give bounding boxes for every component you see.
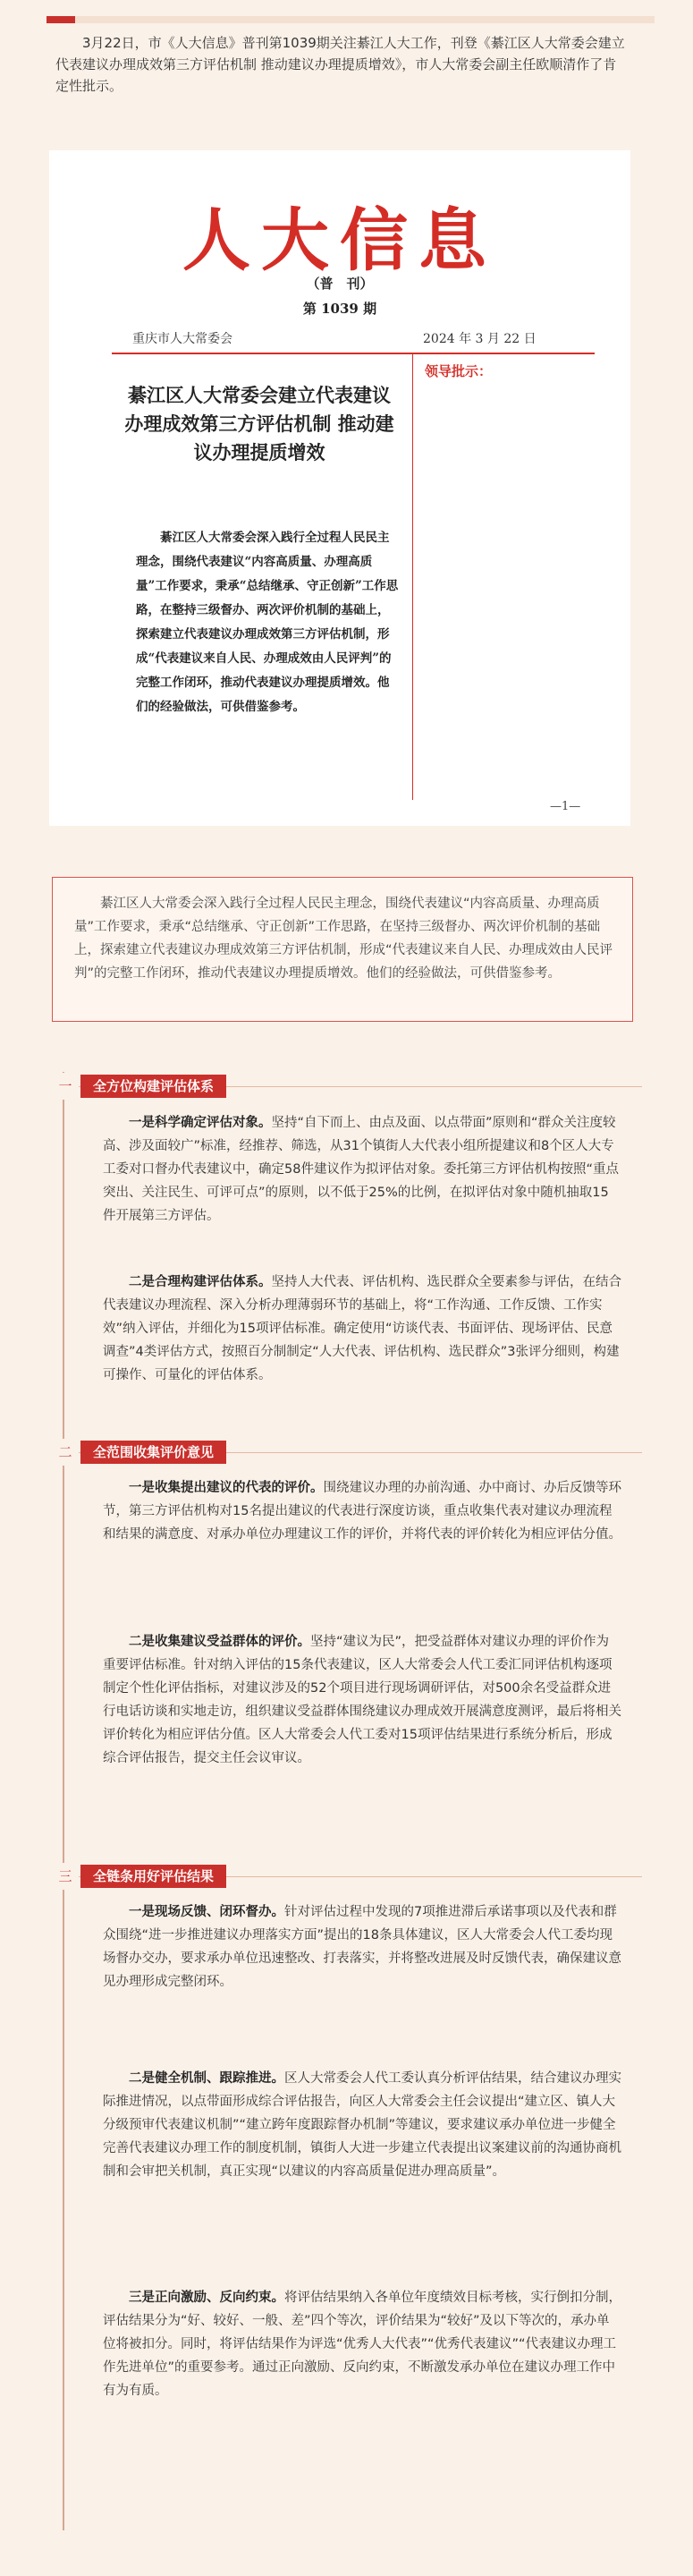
paragraph-lead: 一是收集提出建议的代表的评价。 [129,1481,324,1495]
newsletter-image [49,150,630,826]
newsletter-subtitle: （普 刊） [306,276,374,292]
paragraph-text: 坚持“建议为民”，把受益群体对建议办理的评价作为重要评估标准。针对纳入评估的15条代表建议，区人大常委会人代工委汇同评估机构逐项制定个性化评估指标，对建议涉及的52个项目进行现场调研评估，对500余名受益群众进行电话访谈和实地走访，组织建议受益群体围绕建议办理成效开展满意度测评，最后将相关评价转化为相应评估分值。区人大常委会人代工委对15项评估结果进行系统分析后，形成综合评估报告，提交主任会议审议。 [103,1635,621,1765]
section-number: 一 [52,1073,79,1100]
timeline-line [63,1072,64,2530]
paragraph-lead: 二是合理构建评估体系。 [129,1275,272,1289]
paragraph-text: 坚持“自下而上、由点及面、以点带面”原则和“群众关注度较高、涉及面较广”标准，经推荐、筛选，从31个镇街人大代表小组所提建议和8个区人大专工委对口督办代表建议中，确定58件建议作为拟评估对象。委托第三方评估机构按照“重点突出、关注民生、可评可点”的原则，以不低于25%的比例，在拟评估对象中随机抽取15件开展第三方评估。 [103,1116,619,1223]
newsletter-column-divider [412,353,413,800]
newsletter-article-title: 綦江区人大常委会建立代表建议办理成效第三方评估机制 推动建议办理提质增效 [124,384,394,463]
paragraph-text: 区人大常委会人代工委认真分析评估结果，结合建议办理实际推进情况，以点带面形成综合评估报告，向区人大常委会主任会议提出“建立区、镇人大分级预审代表建议机制”“建立跨年度跟踪督办机制”等建议，要求建议承办单位进一步健全完善代表建议办理工作的制度机制，镇街人大进一步建立代表提出议案建议前的沟通协商机制和会审把关机制，真正实现“以建议的内容高质量促进办理高质量”。 [103,2071,621,2179]
newsletter-page-number: —1— [550,800,581,813]
newsletter-masthead: 人大信息 [182,200,497,280]
section-title: 全范围收集评价意见 [80,1441,226,1464]
section-number: 二 [52,1439,79,1466]
paragraph-lead: 三是正向激励、反向约束。 [129,2291,284,2305]
paragraph-text: 围绕建议办理的办前沟通、办中商讨、办后反馈等环节，第三方评估机构对15名提出建议的代表进行深度访谈，重点收集代表对建议办理流程和结果的满意度、对承办单位办理建议工作的评价，并将代表的评价转化为相应评估分值。 [103,1481,621,1542]
newsletter-article-body: 綦江区人大常委会深入践行全过程人民民主理念，围绕代表建议“内容高质量、办理高质量”工作要求，秉承“总结继承、守正创新”工作思路，在整持三级督办、两次评价机制的基础上，探索建立代表建议办理成效第三方评估机制，形成“代表建议来自人民、办理成效由人民评判”的完整工作闭环，推动代表建议办理提质增效。他们的经验做法，可供借鉴参考。 [136,531,399,714]
summary-box [52,877,633,1022]
paragraph-lead: 一是科学确定评估对象。 [129,1116,272,1130]
leader-comment-label: 领导批示： [425,363,493,379]
section-paragraph [103,2067,621,2183]
paragraph-lead: 二是健全机制、跟踪推进。 [129,2071,284,2086]
section-number: 三 [52,1863,79,1890]
newsletter-issue: 第 1039 期 [302,301,377,317]
section-paragraph [103,1630,621,1770]
paragraph-text: 坚持人大代表、评估机构、选民群众全要素参与评估，在结合代表建议办理流程、深入分析办理薄弱环节的基础上，将“工作沟通、工作反馈、工作实效”纳入评估，并细化为15项评估标准。确定使用“访谈代表、书面评估、现场评估、民意调查”4类评估方式，按照百分制制定“人大代表、评估机构、选民群众”3张评分细则，构建可操作、可量化的评估体系。 [103,1275,621,1382]
summary-text: 綦江区人大常委会深入践行全过程人民民主理念，围绕代表建议“内容高质量、办理高质量”工作要求，秉承“总结继承、守正创新”工作思路，在坚持三级督办、两次评价机制的基础上，探索建立代表建议办理成效第三方评估机制，形成“代表建议来自人民、办理成效由人民评判”的完整工作闭环，推动代表建议办理提质增效。他们的经验做法，可供借鉴参考。 [74,897,613,981]
paragraph-text: 将评估结果纳入各单位年度绩效目标考核，实行倒扣分制，评估结果分为“好、较好、一般、差”四个等次，评价结果为“较好”及以下等次的，承办单位将被扣分。同时，将评估结果作为评选“优秀人大代表”“优秀代表建议”“代表建议办理工作先进单位”的重要参考。通过正向激励、反向约束，不断激发承办单位在建议办理工作中有为有质。 [103,2291,621,2398]
section-paragraph [103,1900,621,1994]
newsletter-red-rule [112,353,595,354]
paragraph-lead: 二是收集建议受益群体的评价。 [129,1635,310,1649]
section-title: 全方位构建评估体系 [80,1075,226,1098]
top-decoration-bar [46,16,655,23]
newsletter-date: 2024 年 3 月 22 日 [423,332,537,346]
paragraph-text: 针对评估过程中发现的7项推进滞后承诺事项以及代表和群众围绕“进一步推进建议办理落实方面”提出的18条具体建议，区人大常委会人代工委均现场督办交办，要求承办单位迅速整改、打表落实，并将整改进展及时反馈代表，确保建议意见办理形成完整闭环。 [103,1905,621,1989]
section-paragraph [103,2286,621,2402]
newsletter-issuer: 重庆市人大常委会 [132,332,232,346]
top-decoration-accent [46,16,75,23]
section-paragraph [103,1111,621,1228]
intro-paragraph: 3月22日，市《人大信息》普刊第1039期关注綦江人大工作，刊登《綦江区人大常委会建立代表建议办理成效第三方评估机制 推动建议办理提质增效》，市人大常委会副主任欧顺清作了肯定性批示。 [55,35,625,94]
paragraph-lead: 一是现场反馈、闭环督办。 [129,1905,284,1919]
section-title: 全链条用好评估结果 [80,1865,226,1888]
section-paragraph [103,1271,621,1387]
section-paragraph [103,1476,621,1546]
